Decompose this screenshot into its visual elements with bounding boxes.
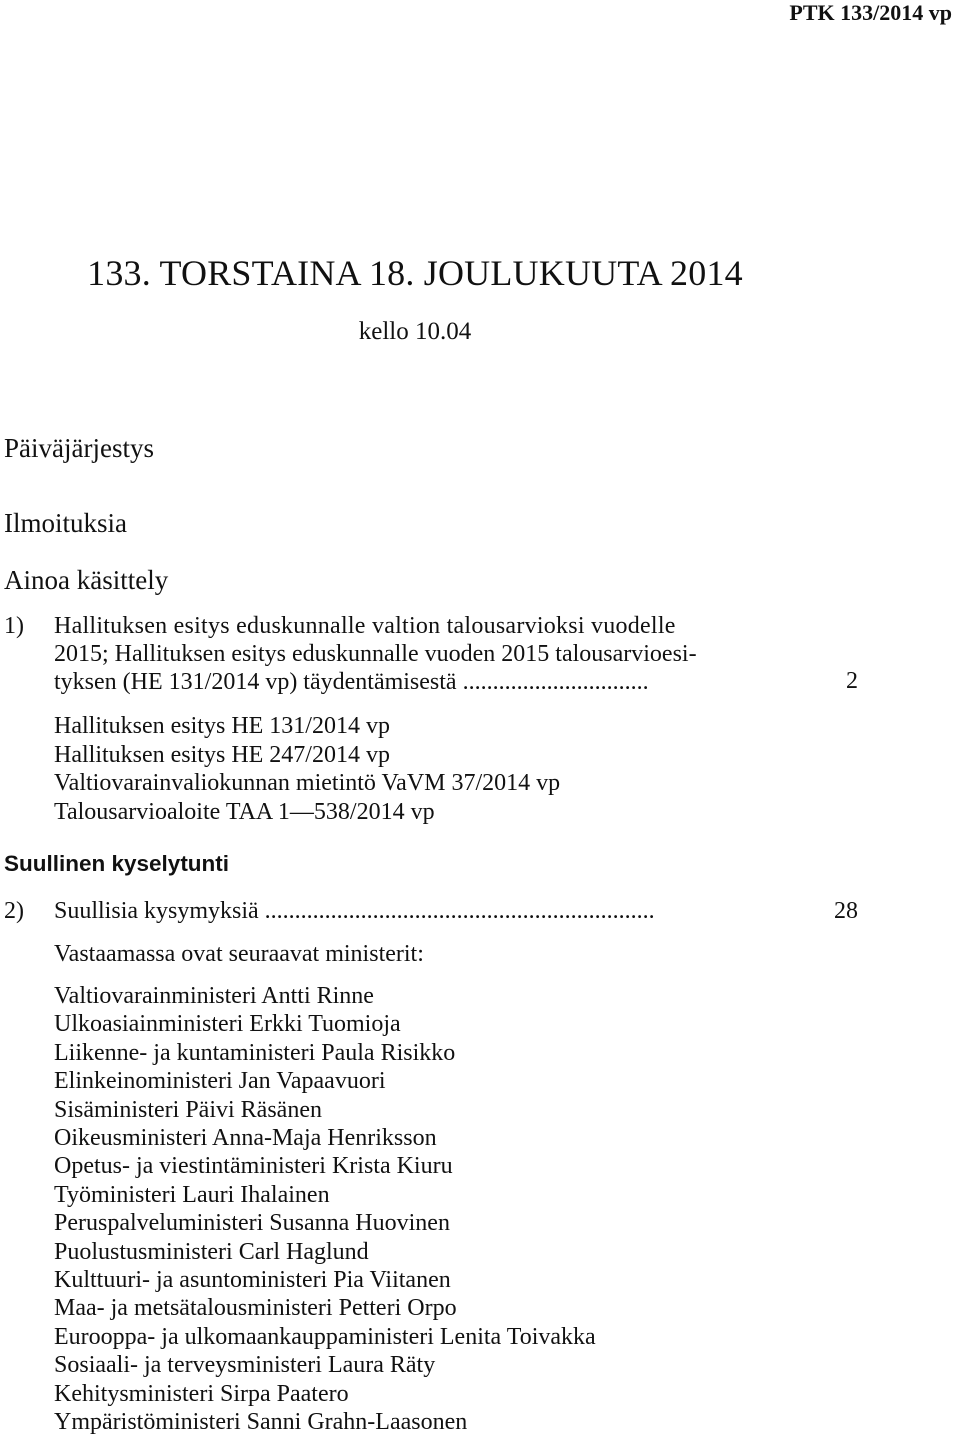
notices-heading: Ilmoituksia xyxy=(4,508,127,538)
minister-entry: Työministeri Lauri Ihalainen xyxy=(54,1181,330,1208)
document-reference: Valtiovarainvaliokunnan mietintö VaVM 37/2014 vp xyxy=(54,770,561,796)
ministers-list xyxy=(54,982,596,1437)
document-reference: Hallituksen esitys HE 131/2014 vp xyxy=(54,713,390,739)
item-1-documents xyxy=(54,712,560,826)
minister-entry: Valtiovarainministeri Antti Rinne xyxy=(54,983,374,1009)
minister-entry: Kulttuuri- ja asuntoministeri Pia Viitanen xyxy=(54,1267,451,1294)
page-reference: 2 xyxy=(846,668,858,694)
minister-entry: Sisäministeri Päivi Räsänen xyxy=(54,1096,322,1123)
document-id: PTK 133/2014 vp xyxy=(789,0,952,25)
item-number: 1) xyxy=(4,613,24,639)
item-number: 2) xyxy=(4,898,24,924)
minister-entry: Peruspalveluministeri Susanna Huovinen xyxy=(54,1210,450,1237)
document-reference: Talousarvioaloite TAA 1—538/2014 vp xyxy=(54,798,435,825)
minister-entry: Opetus- ja viestintäministeri Krista Kiuru xyxy=(54,1153,453,1180)
ministers-intro: Vastaamassa ovat seuraavat ministerit: xyxy=(54,941,424,967)
minister-entry: Ulkoasiainministeri Erkki Tuomioja xyxy=(54,1011,401,1038)
document-reference: Hallituksen esitys HE 247/2014 vp xyxy=(54,741,390,768)
page-reference: 28 xyxy=(834,898,858,924)
agenda-heading: Päiväjärjestys xyxy=(4,433,154,463)
minister-entry: Sosiaali- ja terveysministeri Laura Räty xyxy=(54,1352,436,1379)
minister-entry: Ympäristöministeri Sanni Grahn-Laasonen xyxy=(54,1409,468,1436)
item-text: Suullisia kysymyksiä ................................................................. xyxy=(54,898,655,924)
minister-entry: Maa- ja metsätalousministeri Petteri Orpo xyxy=(54,1295,457,1322)
question-time-heading: Suullinen kyselytunti xyxy=(4,851,230,876)
minister-entry: Eurooppa- ja ulkomaankauppaministeri Lenita Toivakka xyxy=(54,1323,596,1350)
session-time: kello 10.04 xyxy=(358,318,472,345)
session-title: 133. TORSTAINA 18. JOULUKUUTA 2014 xyxy=(87,253,743,293)
item-text: Hallituksen esitys eduskunnalle valtion talousarvioksi vuodelle 2015; Hallituksen esitys eduskunnalle vuoden 2015 talousarvioesi- tyksen (HE 131/2014 vp) täydentämisestä ............................... xyxy=(54,613,697,695)
minister-entry: Liikenne- ja kuntaministeri Paula Risikko xyxy=(54,1039,456,1066)
minister-entry: Elinkeinoministeri Jan Vapaavuori xyxy=(54,1068,386,1095)
minister-entry: Puolustusministeri Carl Haglund xyxy=(54,1238,369,1265)
first-reading-heading: Ainoa käsittely xyxy=(4,565,169,595)
minister-entry: Oikeusministeri Anna-Maja Henriksson xyxy=(54,1125,437,1152)
minister-entry: Kehitysministeri Sirpa Paatero xyxy=(54,1380,349,1407)
